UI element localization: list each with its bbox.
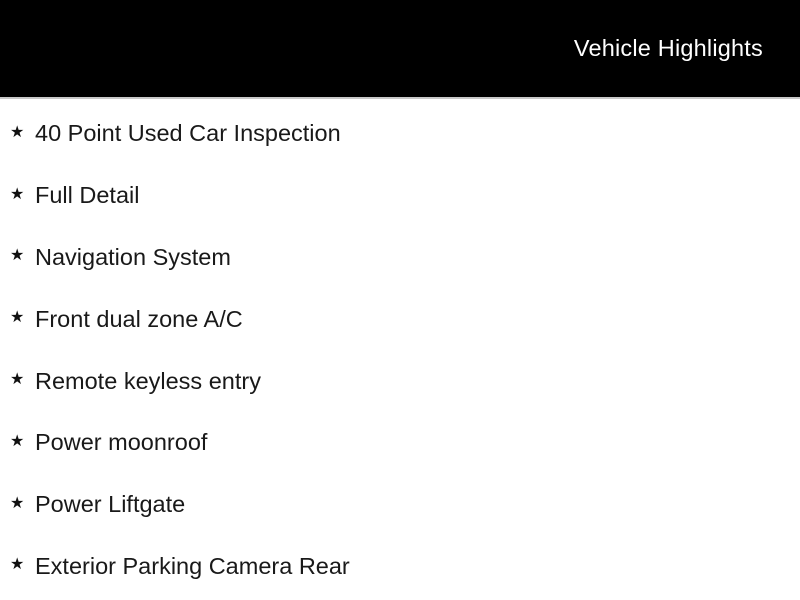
list-item (0, 474, 800, 536)
star-icon: ★ (10, 554, 25, 574)
star-icon: ★ (10, 307, 25, 327)
list-item-label: Navigation System (35, 243, 231, 270)
star-icon: ★ (10, 369, 25, 389)
star-icon: ★ (10, 245, 25, 265)
list-item-label: Power Liftgate (35, 491, 186, 518)
list-item-label: 40 Point Used Car Inspection (35, 120, 341, 147)
star-icon: ★ (10, 430, 25, 450)
star-icon: ★ (10, 183, 25, 203)
list-item-label: Front dual zone A/C (35, 305, 243, 332)
list-item (0, 412, 800, 474)
star-icon: ★ (10, 121, 25, 141)
list-item (0, 165, 800, 227)
list-item (0, 227, 800, 289)
list-item (0, 536, 800, 598)
star-icon: ★ (10, 492, 25, 512)
list-item (0, 350, 800, 412)
list-item (0, 288, 800, 350)
list-item-label: Power moonroof (35, 429, 208, 456)
list-item-label: Remote keyless entry (35, 367, 261, 394)
list-item (0, 103, 800, 165)
list-item-label: Full Detail (35, 182, 140, 209)
header-bar (0, 0, 800, 97)
highlights-list (0, 99, 800, 597)
page-title: Vehicle Highlights (573, 35, 763, 61)
list-item-label: Exterior Parking Camera Rear (35, 552, 350, 579)
